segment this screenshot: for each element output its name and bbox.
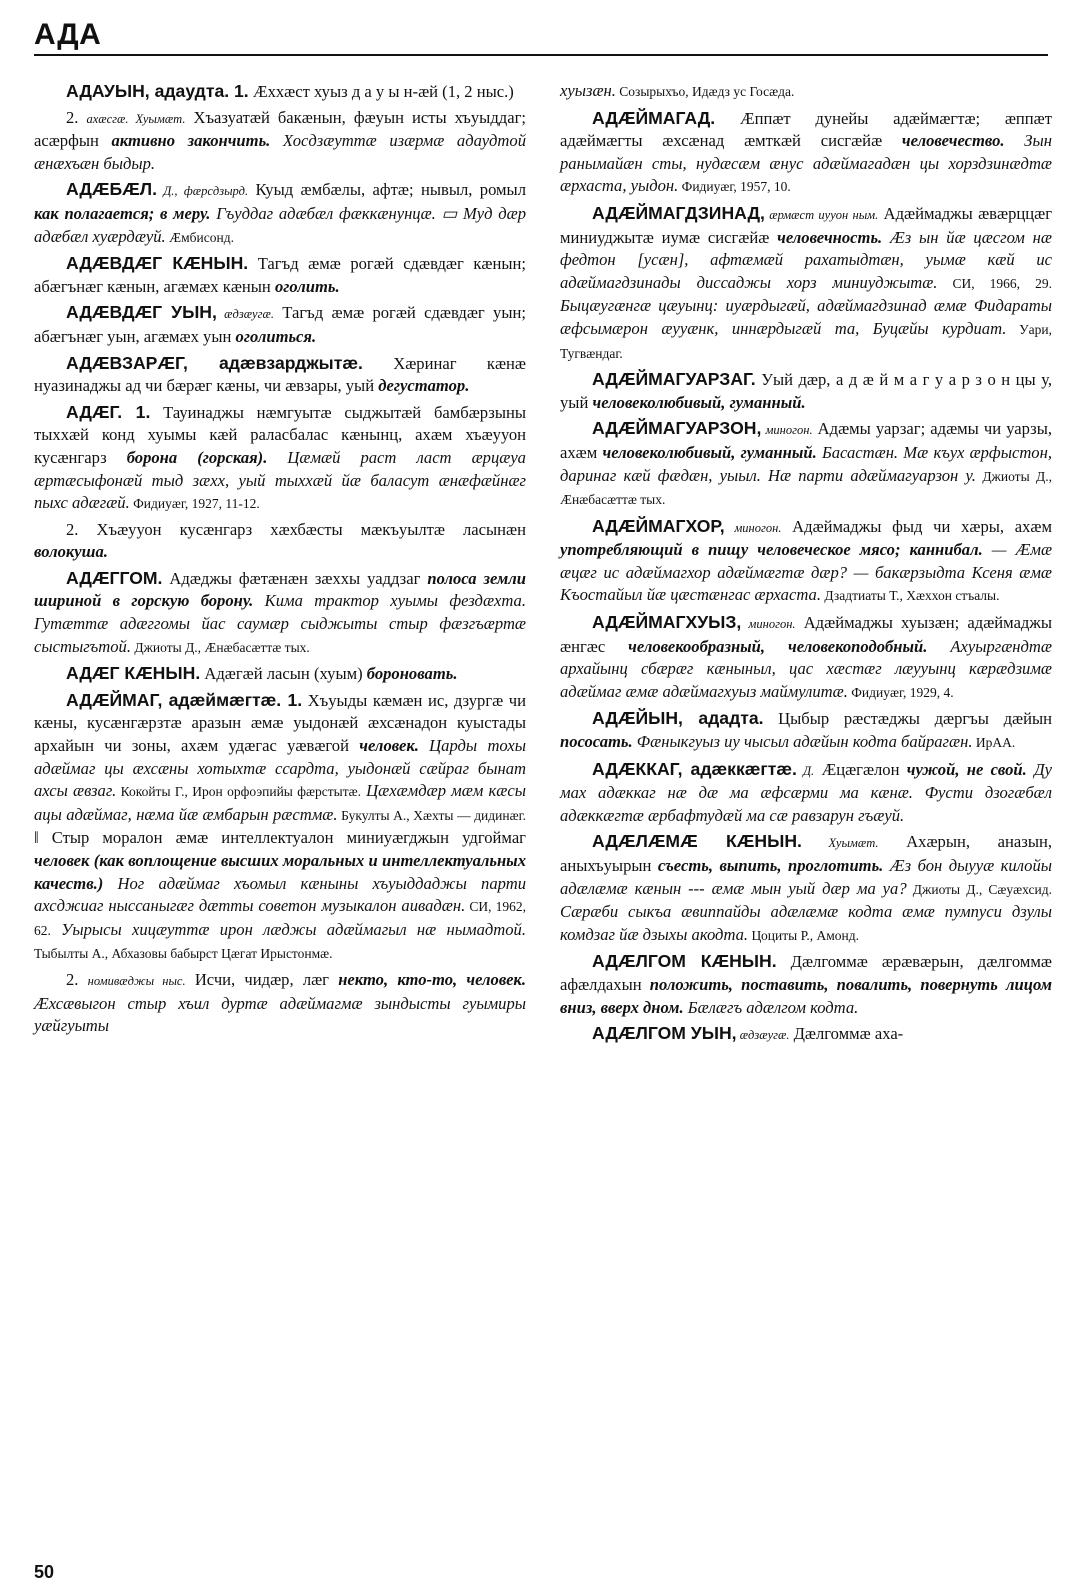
entry-headword: АДÆККАГ, адæккæгтæ.: [592, 758, 797, 779]
entry-example: Царды тохы адæймаг цы æхсæны хотыхтæ ссардта, уыдонæй сæйраг бынат ахсы æвзаг.: [34, 736, 526, 801]
entry-headword: АДÆЙМАГХОР,: [592, 515, 725, 536]
entry-translation: употребляющий в пищу человеческое мясо; каннибал.: [560, 540, 983, 560]
entry-text: Адæймаджы хуызæн; адæймаджы æнгæс: [560, 613, 1052, 656]
entry-headword: АДÆЙМАГХУЫЗ,: [592, 612, 742, 633]
entry-headword: АДÆЙМАГ, адæймæгтæ. 1.: [66, 689, 303, 710]
entry-source: Дзадтиаты Т., Хæххон стъалы.: [820, 588, 1000, 604]
entry-source: Джиоты Д., Æнæбасæттæ тых.: [560, 468, 1052, 508]
entry-example: Бæлæгъ адæлгом кодта.: [683, 997, 859, 1017]
entry-translation: человек (как воплощение высших моральных и интеллектуальных качеств.): [34, 851, 526, 893]
entry-text: 2.: [66, 107, 87, 127]
entry-example: Сæрæби сыкъа æвиппайды адæлæмæ кодта æмæ пумпуси дзулы комдзаг йæ дзыхы акодта.: [560, 902, 1052, 944]
dictionary-entry: [34, 80, 526, 104]
entry-headword: АДÆЙМАГУАРЗОН,: [592, 418, 762, 439]
entry-source: СИ, 1962, 62.: [34, 899, 526, 938]
entry-text: Тауинаджы нæмгуытæ сыджытæй бамбæрзыны тыххæй конд хуымы кæй раласбалас кæнынц, ахæм хъæууон кусæнгарз: [34, 402, 526, 467]
entry-source: Цоциты Р., Амонд.: [748, 927, 860, 943]
dictionary-entry: [560, 758, 1052, 828]
entry-text: Тагъд æмæ рогæй сдæвдæг уын; абæгънæг уын, агæмæх уын: [34, 303, 526, 346]
entry-grammar-note: Д., фæрсдзырд.: [156, 184, 249, 199]
entry-translation: положить, поставить, повалить, повернуть лицом вниз, вверх дном.: [560, 974, 1052, 1017]
entry-example: Æхсæвыгон стыр хъил дуртæ адæймагмæ зындысты гуымиры уæйгуыты: [34, 993, 526, 1036]
entry-text: Адæмы уарзаг; адæмы чи уарзы, ахæм: [560, 419, 1052, 462]
dictionary-entry: [560, 107, 1052, 199]
dictionary-entry: [560, 1022, 1052, 1047]
entry-source: Джиоты Д., Сæуæхсид.: [906, 881, 1052, 897]
entry-grammar-note: номивæджы ныс.: [87, 973, 186, 988]
entry-text: Æппæт дунейы адæймæгтæ; æппæт адæймæгты æхсæнад æмткæй сисгæйæ: [560, 108, 1052, 151]
entry-translation: борона (горская).: [126, 447, 268, 467]
entry-translation: активно закончить.: [111, 131, 271, 151]
dictionary-entry: [34, 567, 526, 659]
entry-headword: АДÆЛГОМ УЫН,: [592, 1023, 737, 1044]
running-header: [34, 14, 1048, 56]
entry-text: Дæлгоммæ аха-: [789, 1024, 904, 1044]
page-number: 50: [34, 1562, 55, 1582]
right-column: [560, 80, 1052, 1050]
dictionary-entry: [560, 611, 1052, 704]
entry-translation: некто, кто-то, человек.: [338, 969, 526, 989]
entry-grammar-note: Хуымæт.: [801, 836, 879, 851]
entry-example: — Æмæ æцæг ис адæймагхор адæймæгтæ дæр? — бакæрзыдта Ксеня æмæ Къостайыл йæ цæстæнгас æрхаста.: [560, 540, 1053, 605]
entry-translation: как полагается; в меру.: [34, 203, 211, 223]
dictionary-entry: [560, 950, 1052, 1019]
entry-grammar-note: миногон.: [741, 617, 796, 632]
entry-translation: человеколюбивый, гуманный.: [592, 392, 806, 412]
entry-example: хуызæн.: [560, 81, 616, 100]
entry-grammar-note: æдзæугæ.: [216, 307, 274, 322]
entry-translation: полоса земли шириной в горскую борону.: [34, 568, 527, 611]
entry-grammar-note: миногон.: [761, 423, 813, 438]
entry-example: Хосдзæуттæ изæрмæ адаудтой æнæхъæн быдыр.: [34, 131, 526, 173]
entry-headword: АДÆГ КÆНЫН.: [66, 663, 201, 684]
entry-translation: бороновать.: [366, 664, 458, 684]
dictionary-entry: [34, 301, 526, 348]
entry-source: ИрАА.: [972, 735, 1016, 751]
entry-text: 2. Хъæууон кусæнгарз хæхбæсты мæкъуылтæ ласынæн: [66, 519, 526, 539]
entry-headword: АДÆЙМАГУАРЗАГ.: [592, 369, 756, 390]
entry-source: Джиоты Д., Æнæбасæттæ тых.: [131, 639, 310, 655]
entry-example: Басастæн. Мæ къух æрфыстон, даринаг кæй фæдæн, уыыл. Нæ парти адæймагуарзон у.: [560, 442, 1052, 485]
entry-example: Уырысы хицæуттæ ирон лæджы адæймагыл нæ нымадтой.: [50, 919, 526, 939]
entry-text: 2.: [66, 969, 88, 989]
entry-text: Исчи, чидæр, лæг: [185, 969, 339, 989]
dictionary-entry: [560, 368, 1052, 414]
entry-translation: человекообразный, человекоподобный.: [628, 636, 928, 656]
dictionary-entry: [34, 969, 526, 1038]
entry-example: Цæмæй раст ласт æрцæуа æртæсыфонæй тыд зæхх, уый тыххæй йæ баласут æнæфæйнæг пыхс адæгæй.: [34, 447, 526, 513]
entry-example: Быцæугæнгæ цæуынц: иуæрдыгæй, адæймагдзинад æмæ Фидараты æфсымæрон æууæнк, иннæрдыгæй та, Буцæйы курдиат.: [560, 296, 1052, 338]
entry-translation: оголить.: [274, 276, 340, 296]
entry-text: ‖ Стыр моралон æмæ интеллектуалон миниуæгджын удгоймаг: [34, 828, 526, 848]
entry-text: Дæлгоммæ æрæвæрын, дæлгоммæ афæлдахын: [560, 952, 1052, 994]
dictionary-entry: [34, 252, 526, 298]
entry-headword: АДÆЛГОМ КÆНЫН.: [592, 951, 777, 972]
entry-headword: АДÆВЗАРÆГ, адæвзарджытæ.: [66, 352, 363, 373]
left-column: [34, 80, 526, 1041]
dictionary-entry: [560, 515, 1052, 608]
entry-text: Хæринаг кæнæ нуазинаджы ад чи бæрæг кæны, чи æвзары, уый: [34, 353, 526, 396]
entry-headword: АДÆЙМАГДЗИНАД,: [592, 202, 765, 223]
entry-translation: дегустатор.: [378, 376, 470, 396]
entry-headword: АДÆВДÆГ УЫН,: [66, 302, 217, 323]
entry-text: Тагъд æмæ рогæй сдæвдæг кæнын; абæгънæг кæнын, агæмæх кæнын: [34, 254, 526, 296]
entry-headword: АДÆБÆЛ.: [66, 179, 157, 200]
entry-example: Кима трактор хуымы фездæхта. Гутæттæ адæггомы йас саумæр сыджыты стыр фæзгъæртæ сыстыгътой.: [34, 591, 527, 656]
entry-translation: оголиться.: [235, 326, 317, 346]
entry-text: Уый дæр, а д æ й м а г у а р з о н цы у, уый: [560, 370, 1052, 412]
entry-example: Гъуддаг адæбæл фæккæнунцæ. ▭ Муд дæр адæбæл хуæрдæуй.: [34, 203, 527, 246]
dictionary-entry: [34, 178, 526, 249]
entry-source: Букулты А., Хæхты — дидинæг.: [337, 807, 526, 823]
entry-text: Адæгæй ласын (хуым): [200, 664, 367, 684]
entry-text: Адæймаджы æвæрццæг миниуджытæ иумæ сисгæйæ: [560, 203, 1052, 247]
dictionary-entry: [34, 352, 526, 398]
entry-source: Фидиуæг, 1927, 11-12.: [129, 496, 260, 512]
entry-headword: АДАУЫН, адаудта. 1.: [66, 81, 249, 101]
entry-grammar-note: Д.: [796, 763, 815, 778]
entry-source: СИ, 1966, 29.: [937, 275, 1052, 291]
dictionary-entry: [34, 107, 526, 176]
entry-translation: съесть, выпить, проглотить.: [657, 856, 884, 875]
dictionary-entry: [34, 401, 526, 516]
entry-grammar-note: æдзæугæ.: [736, 1028, 790, 1043]
entry-grammar-note: ахæсгæ. Хуымæт.: [86, 111, 186, 126]
entry-example: Ног адæймаг хъомыл кæныны хъуыддаджы парти ахсджиаг ныссаныгæг дæтты советон музыкалон аивадæн.: [34, 873, 526, 916]
dictionary-entry: [34, 689, 526, 966]
entry-translation: волокуша.: [34, 542, 108, 562]
entry-text: Хъуыды кæмæн ис, дзургæ чи кæны, кусæнгæрзтæ аразын æмæ уыдонæй æхсæнадон куыстады архайын чи зоны, ахæм удæгас уæвæгой: [34, 690, 526, 756]
entry-source: Фидиуæг, 1957, 10.: [678, 179, 791, 195]
entry-grammar-note: æрмæст иууон ным.: [764, 207, 879, 222]
entry-headword: АДÆЙМАГАД.: [592, 107, 716, 128]
entry-translation: чужой, не свой.: [906, 759, 1027, 779]
entry-example: Зын ранымайæн сты, нудæсæм æнус адæймагадæн цы хорздзинæдтæ æрхаста, уыдон.: [560, 131, 1052, 196]
dictionary-entry: [560, 202, 1052, 365]
entry-source: Кокойты Г., Ирон орфоэпийы фæрстытæ.: [116, 784, 361, 800]
dictionary-entry: [560, 707, 1052, 754]
entry-text: Æцæгæлон: [814, 759, 907, 779]
dictionary-entry: [34, 519, 526, 564]
entry-grammar-note: миногон.: [724, 520, 782, 535]
entry-headword: АДÆВДÆГ КÆНЫН.: [66, 253, 249, 274]
entry-source: Фидиуæг, 1929, 4.: [847, 684, 954, 700]
entry-text: Адæджы фæтæнæн зæххы уаддзаг: [162, 568, 428, 588]
entry-translation: человек.: [359, 736, 419, 756]
dictionary-entry: [560, 80, 1052, 104]
dictionary-entry: [560, 830, 1052, 947]
entry-example: Æз бон дыууæ килойы адæлæмæ кæнын --- æмæ мын уый дæр ма уа?: [560, 856, 1052, 898]
entry-source: Æмбисонд.: [165, 229, 234, 245]
entry-headword: АДÆЛÆМÆ КÆНЫН.: [592, 831, 802, 852]
entry-translation: человечество.: [901, 131, 1005, 151]
entry-example: Ахуыргæндтæ архайынц сбæрæг кæныныл, цас хæстæг лæууынц кæрæдзимæ адæймаг æмæ адæймагхуыз маймулитæ.: [560, 636, 1052, 701]
entry-text: Хъазуатæй бакæнын, фæуын исты хъуыддаг; асæрфын: [34, 107, 526, 151]
entry-headword: АДÆЙЫН, ададта.: [592, 708, 764, 729]
entry-example: Æз ын йæ цæсгом нæ федтон [усæн], афтæмæй рахатыдтæн, уымæ кæй ис адæймагдзинады диссаджы хорз миниуджытæ.: [560, 227, 1052, 292]
entry-text: Адæймаджы фыд чи хæры, ахæм: [781, 516, 1052, 536]
entry-headword: АДÆГ. 1.: [66, 401, 151, 422]
entry-source: Созырыхъо, Идæдз ус Госæда.: [615, 84, 795, 99]
entry-example: Ду мах адæккаг нæ дæ ма æфсæрми ма кæнæ. Фусти дзогæбæл адæккæгтæ æрбафтудæй ма сæ равзарун гъæуй.: [560, 759, 1052, 825]
entry-translation: человеколюбивый, гуманный.: [602, 442, 817, 462]
entry-translation: человечность.: [777, 227, 883, 247]
header-title: АДА: [34, 18, 102, 51]
entry-example: Цæхæмдæр мæм кæсы ацы адæймаг, нæма йæ æмбарын рæстмæ.: [34, 781, 526, 824]
dictionary-entry: [560, 417, 1052, 511]
entry-source: Тыбылты А., Абхазовы бабырст Цæгат Ирыстонмæ.: [34, 946, 333, 962]
dictionary-entry: [34, 662, 526, 686]
entry-text: Цыбыр рæстæджы дæргъы дæйын: [763, 709, 1052, 729]
entry-headword: АДÆГГОМ.: [66, 567, 163, 588]
entry-translation: пососать.: [560, 732, 633, 752]
entry-text: Æххæст хуыз д а у ы н-æй (1, 2 ныс.): [248, 82, 514, 101]
entry-example: Фæныкгуыз иу чысыл адæйын кодта байрагæн.: [632, 732, 973, 752]
entry-text: Ахæрын, аназын, аныхъуырын: [560, 832, 1053, 875]
entry-source: Уари, Тугвæндаг.: [560, 321, 1052, 361]
entry-text: Куыд æмбæлы, афтæ; нывыл, ромыл: [248, 180, 526, 200]
